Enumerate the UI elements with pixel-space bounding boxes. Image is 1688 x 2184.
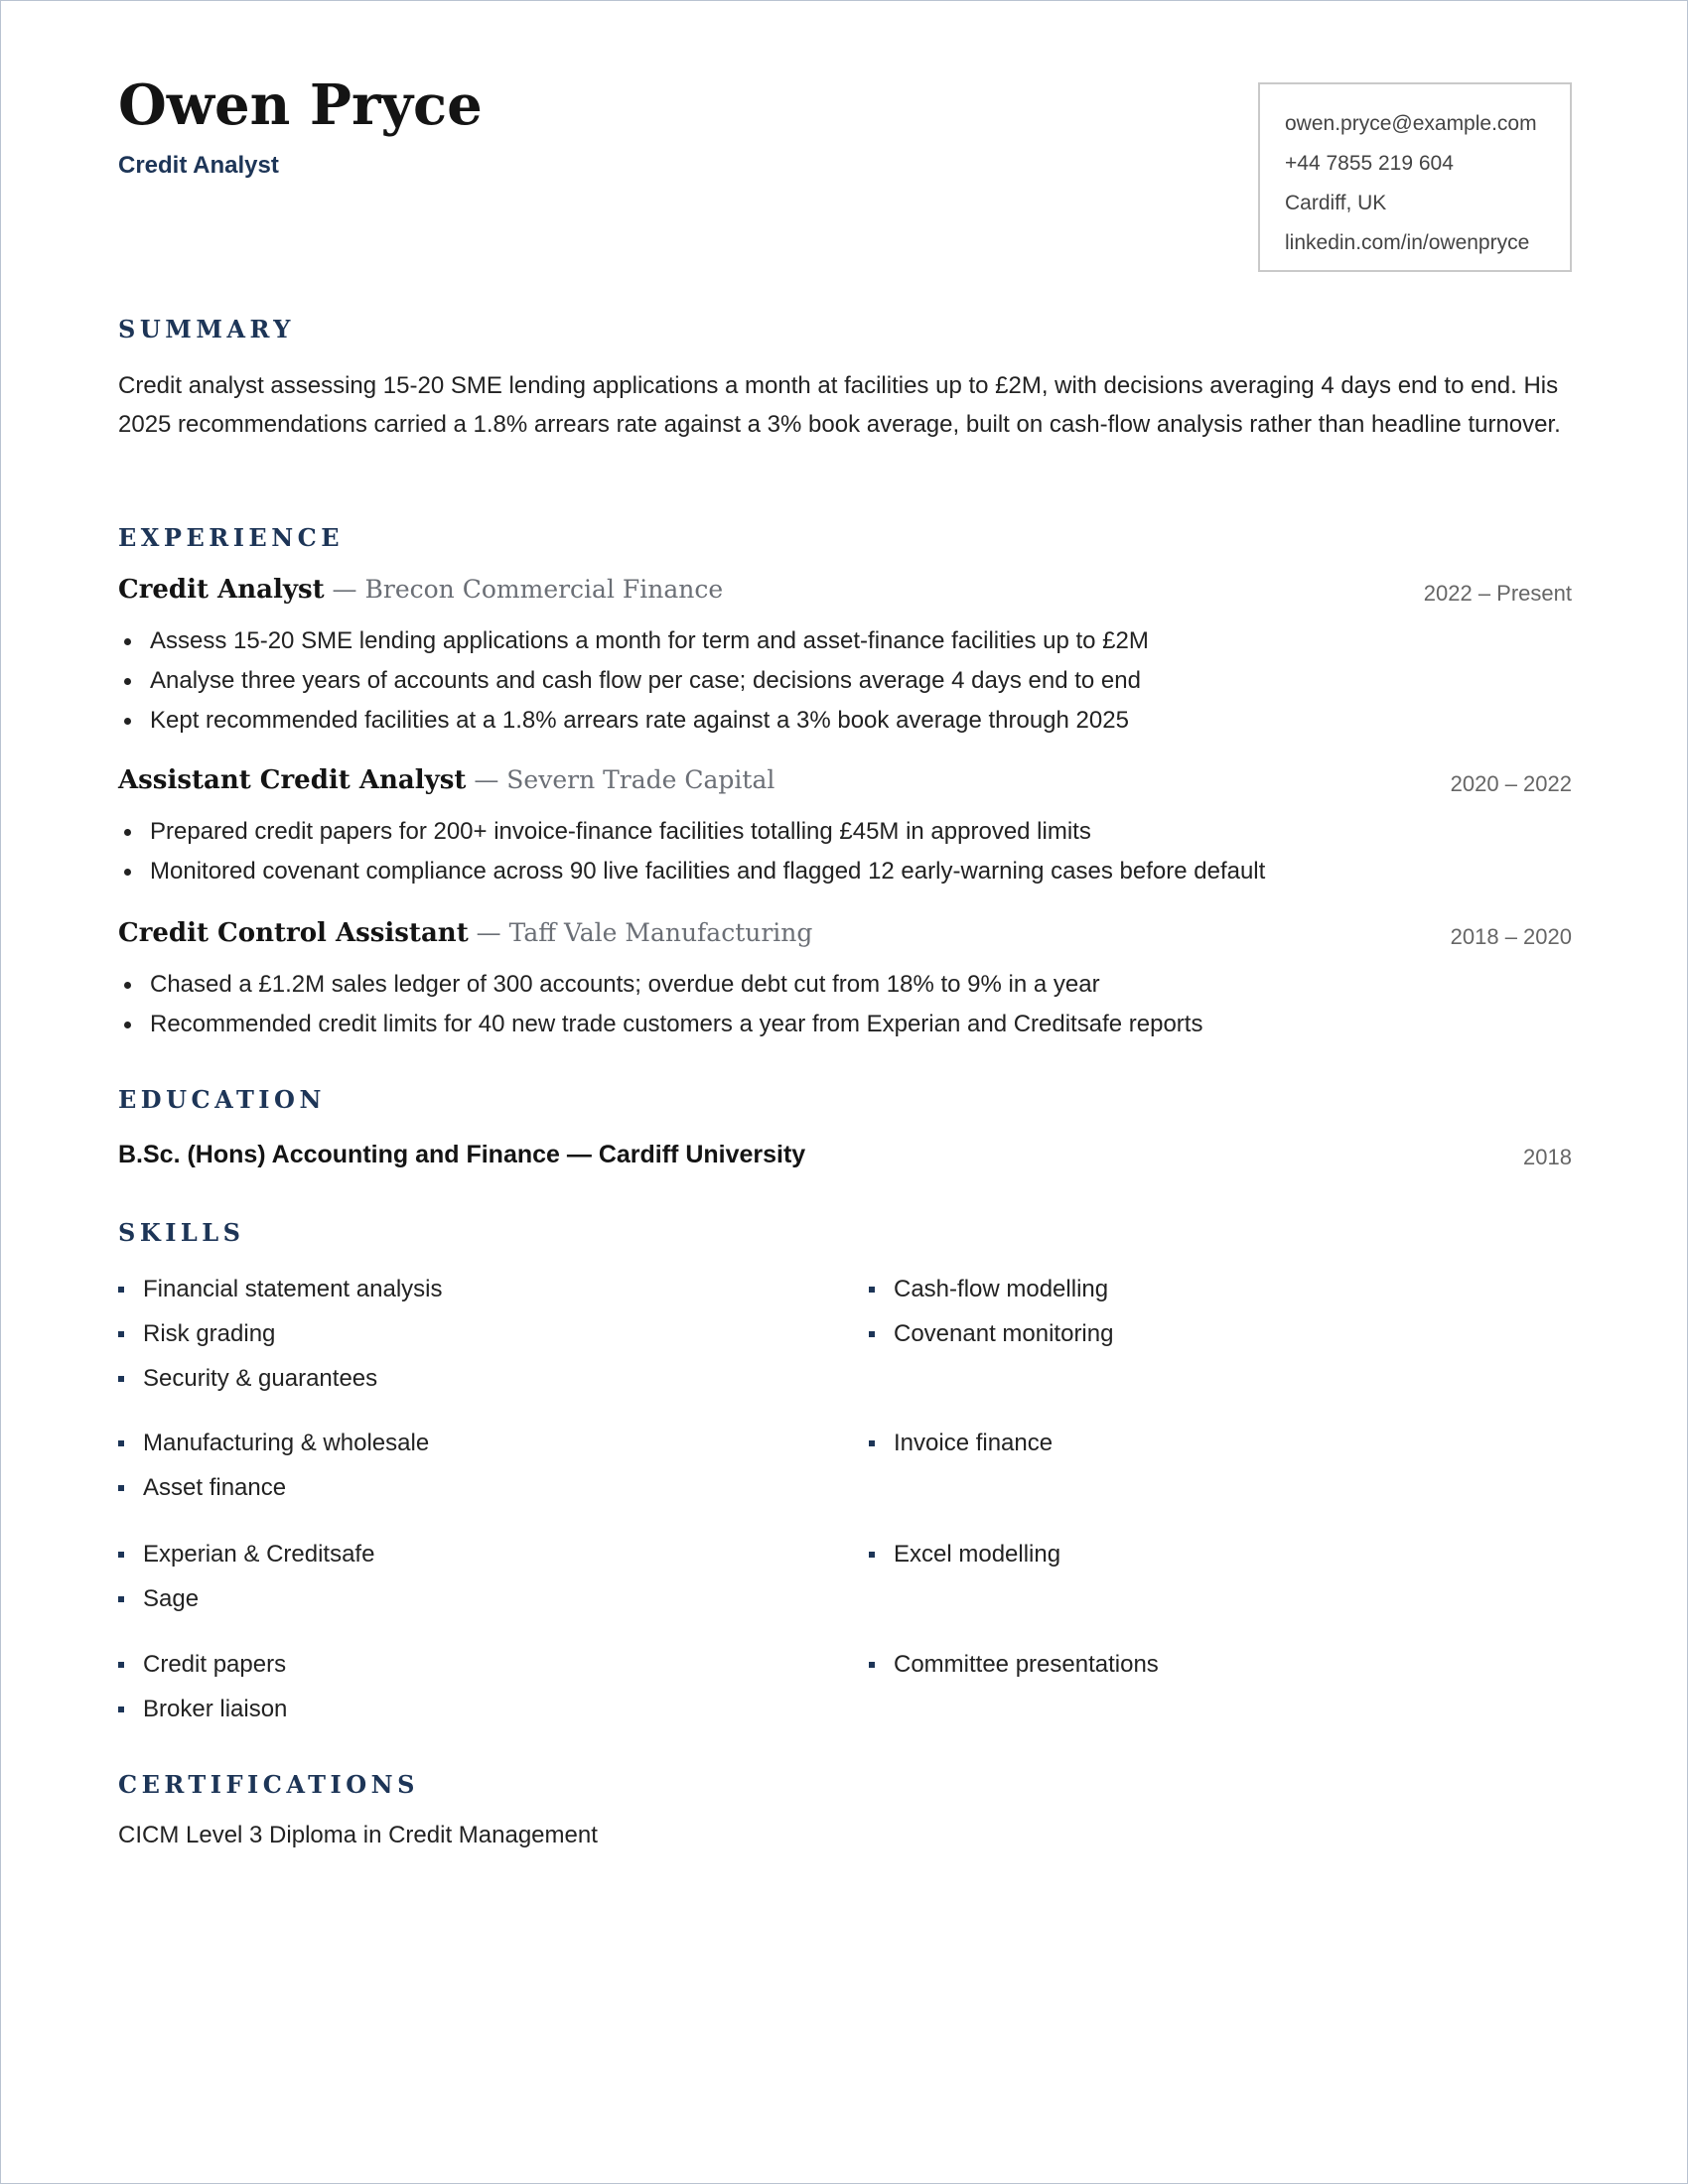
job-header [118, 765, 1572, 805]
contact-email[interactable]: owen.pryce@example.com [1285, 112, 1537, 135]
job-bullet: Prepared credit papers for 200+ invoice-finance facilities totalling £45M in approved limits [118, 812, 1265, 852]
job-title: Credit Analyst [118, 575, 325, 605]
job-title: Assistant Credit Analyst [118, 765, 467, 795]
skill-column [118, 1642, 287, 1731]
candidate-name: Owen Pryce [118, 72, 483, 138]
skill-column [869, 1532, 1060, 1576]
education-entry [118, 1141, 1572, 1169]
skill-item: Asset finance [118, 1465, 429, 1510]
skill-item: Financial statement analysis [118, 1267, 442, 1311]
skill-item: Invoice finance [869, 1421, 1053, 1465]
job-dates: 2018 – 2020 [1450, 924, 1572, 949]
job-dates: 2020 – 2022 [1450, 771, 1572, 796]
skill-column [118, 1267, 442, 1401]
job-bullet: Monitored covenant compliance across 90 live facilities and flagged 12 early-warning cases before default [118, 852, 1265, 891]
skill-item: Manufacturing & wholesale [118, 1421, 429, 1465]
skill-column [869, 1642, 1159, 1687]
skill-column [869, 1267, 1113, 1356]
contact-location: Cardiff, UK [1285, 192, 1387, 214]
skill-item: Covenant monitoring [869, 1311, 1113, 1356]
job-bullet: Analyse three years of accounts and cash flow per case; decisions average 4 days end to end [118, 661, 1149, 701]
job-header [118, 575, 1572, 614]
job-bullet: Assess 15-20 SME lending applications a month for term and asset-finance facilities up to £2M [118, 621, 1149, 661]
job-bullets [118, 812, 1265, 891]
skill-item: Cash-flow modelling [869, 1267, 1113, 1311]
skill-item: Experian & Creditsafe [118, 1532, 374, 1576]
job-header [118, 918, 1572, 958]
job-bullets [118, 621, 1149, 741]
contact-linkedin[interactable]: linkedin.com/in/owenpryce [1285, 231, 1530, 254]
certification-item: CICM Level 3 Diploma in Credit Management [118, 1822, 598, 1848]
contact-phone[interactable]: +44 7855 219 604 [1285, 152, 1454, 175]
certifications-heading: CERTIFICATIONS [118, 1770, 419, 1799]
education-degree: B.Sc. (Hons) Accounting and Finance — Cardiff University [118, 1141, 806, 1168]
skill-item: Security & guarantees [118, 1356, 442, 1401]
candidate-role: Credit Analyst [118, 152, 279, 179]
summary-heading: SUMMARY [118, 315, 295, 343]
education-heading: EDUCATION [118, 1085, 326, 1114]
skills-heading: SKILLS [118, 1218, 245, 1247]
skill-item: Credit papers [118, 1642, 287, 1687]
skill-item: Broker liaison [118, 1687, 287, 1731]
skill-item: Sage [118, 1576, 374, 1621]
job-bullets [118, 965, 1202, 1044]
job-bullet: Kept recommended facilities at a 1.8% arrears rate against a 3% book average through 2025 [118, 701, 1149, 741]
job-company: — Brecon Commercial Finance [324, 575, 724, 604]
skill-column [118, 1532, 374, 1621]
education-year: 2018 [1523, 1145, 1572, 1169]
job-bullet: Chased a £1.2M sales ledger of 300 accounts; overdue debt cut from 18% to 9% in a year [118, 965, 1202, 1005]
skill-column [118, 1421, 429, 1510]
job-dates: 2022 – Present [1423, 581, 1572, 606]
skill-item: Risk grading [118, 1311, 442, 1356]
contact-box [1258, 82, 1572, 272]
skill-item: Committee presentations [869, 1642, 1159, 1687]
job-title: Credit Control Assistant [118, 918, 469, 948]
skill-column [869, 1421, 1053, 1465]
job-company: — Taff Vale Manufacturing [468, 918, 813, 947]
skill-item: Excel modelling [869, 1532, 1060, 1576]
experience-heading: EXPERIENCE [118, 523, 345, 552]
summary-text: Credit analyst assessing 15-20 SME lending applications a month at facilities up to £2M, with decisions averaging 4 days end to end. His 2025 recommendations carried a 1.8% arrears rate against a 3% book average, built on cash-flow analysis rather than headline turnover. [118, 372, 1561, 438]
job-company: — Severn Trade Capital [466, 765, 775, 794]
job-bullet: Recommended credit limits for 40 new trade customers a year from Experian and Creditsafe reports [118, 1005, 1202, 1044]
